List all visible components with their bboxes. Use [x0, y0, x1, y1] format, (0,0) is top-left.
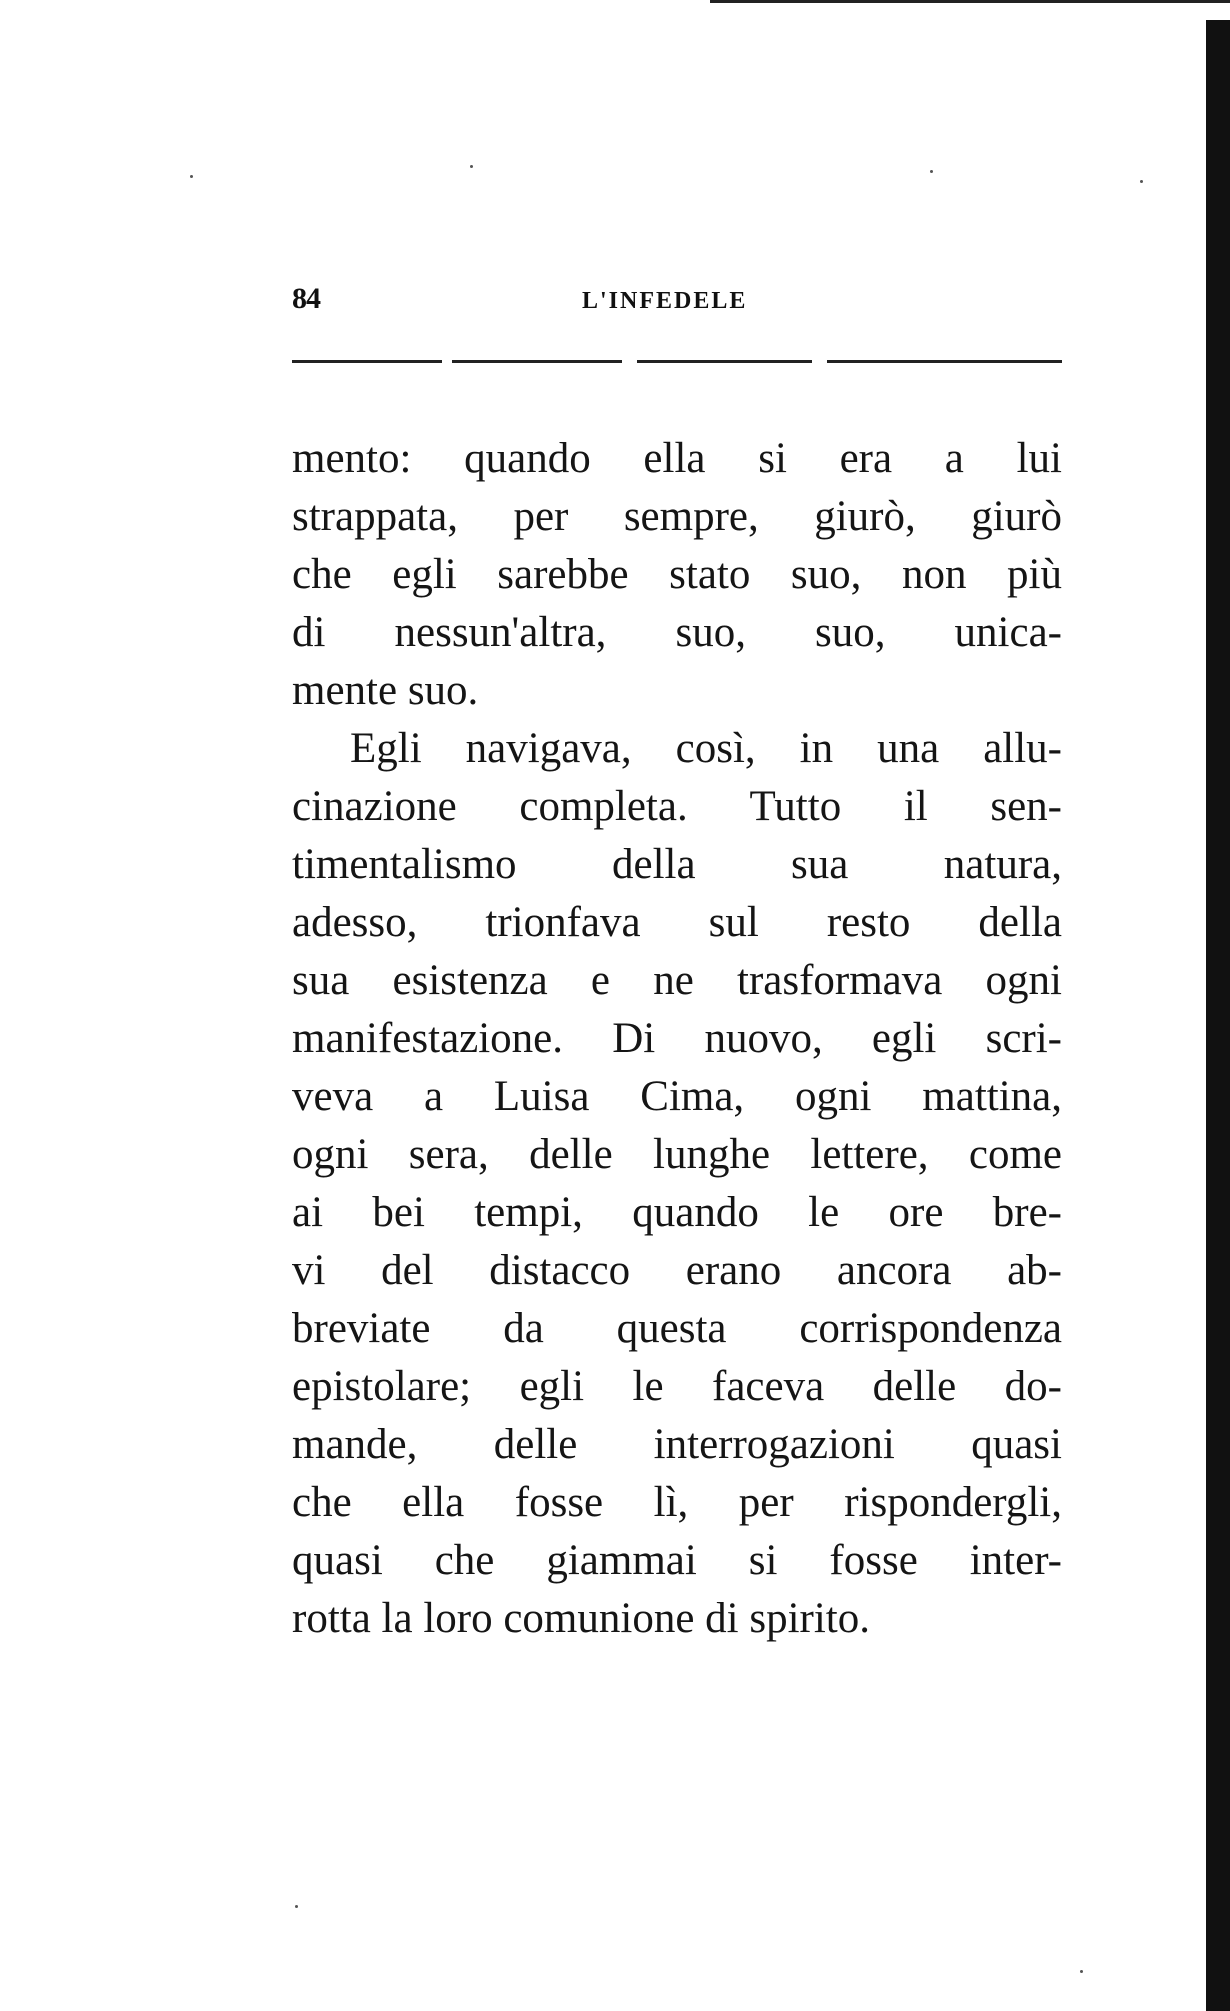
print-speck: [295, 1905, 298, 1908]
text-line: mente suo.: [292, 667, 479, 714]
print-speck: [930, 170, 933, 173]
text-line: cinazione completa. Tutto il sen-: [292, 783, 1062, 830]
text-line: ai bei tempi, quando le ore bre-: [292, 1189, 1062, 1236]
text-line: epistolare; egli le faceva delle do-: [292, 1363, 1062, 1410]
print-speck: [1140, 180, 1143, 183]
text-line: mande, delle interrogazioni quasi: [292, 1421, 1062, 1468]
text-line: rotta la loro comunione di spirito.: [292, 1595, 871, 1642]
print-speck: [190, 175, 193, 178]
text-line: quasi che giammai si fosse inter-: [292, 1537, 1062, 1584]
text-line: strappata, per sempre, giurò, giurò: [292, 493, 1062, 540]
page-number: 84: [292, 282, 320, 315]
text-line: breviate da questa corrispondenza: [292, 1305, 1062, 1352]
text-line: vi del distacco erano ancora ab-: [292, 1247, 1062, 1294]
text-line: che ella fosse lì, per rispondergli,: [292, 1479, 1062, 1526]
text-line: ogni sera, delle lunghe lettere, come: [292, 1131, 1062, 1178]
text-line: che egli sarebbe stato suo, non più: [292, 551, 1062, 598]
page-header: [292, 280, 1062, 330]
body-text: [292, 430, 1062, 1648]
text-line: manifestazione. Di nuovo, egli scri-: [292, 1015, 1062, 1062]
print-speck: [1080, 1970, 1083, 1973]
text-line: Egli navigava, così, in una allu-: [350, 725, 1062, 772]
text-line: timentalismo della sua natura,: [292, 841, 1062, 888]
text-line: di nessun'altra, suo, suo, unica-: [292, 609, 1062, 656]
page-right-edge: [1206, 20, 1230, 2011]
text-line: mento: quando ella si era a lui: [292, 435, 1062, 482]
print-speck: [470, 165, 473, 168]
running-title: L'INFEDELE: [582, 288, 748, 314]
text-line: veva a Luisa Cima, ogni mattina,: [292, 1073, 1062, 1120]
text-line: sua esistenza e ne trasformava ogni: [292, 957, 1062, 1004]
text-line: adesso, trionfava sul resto della: [292, 899, 1062, 946]
page-top-edge: [710, 0, 1230, 3]
header-rule: [292, 360, 1062, 363]
